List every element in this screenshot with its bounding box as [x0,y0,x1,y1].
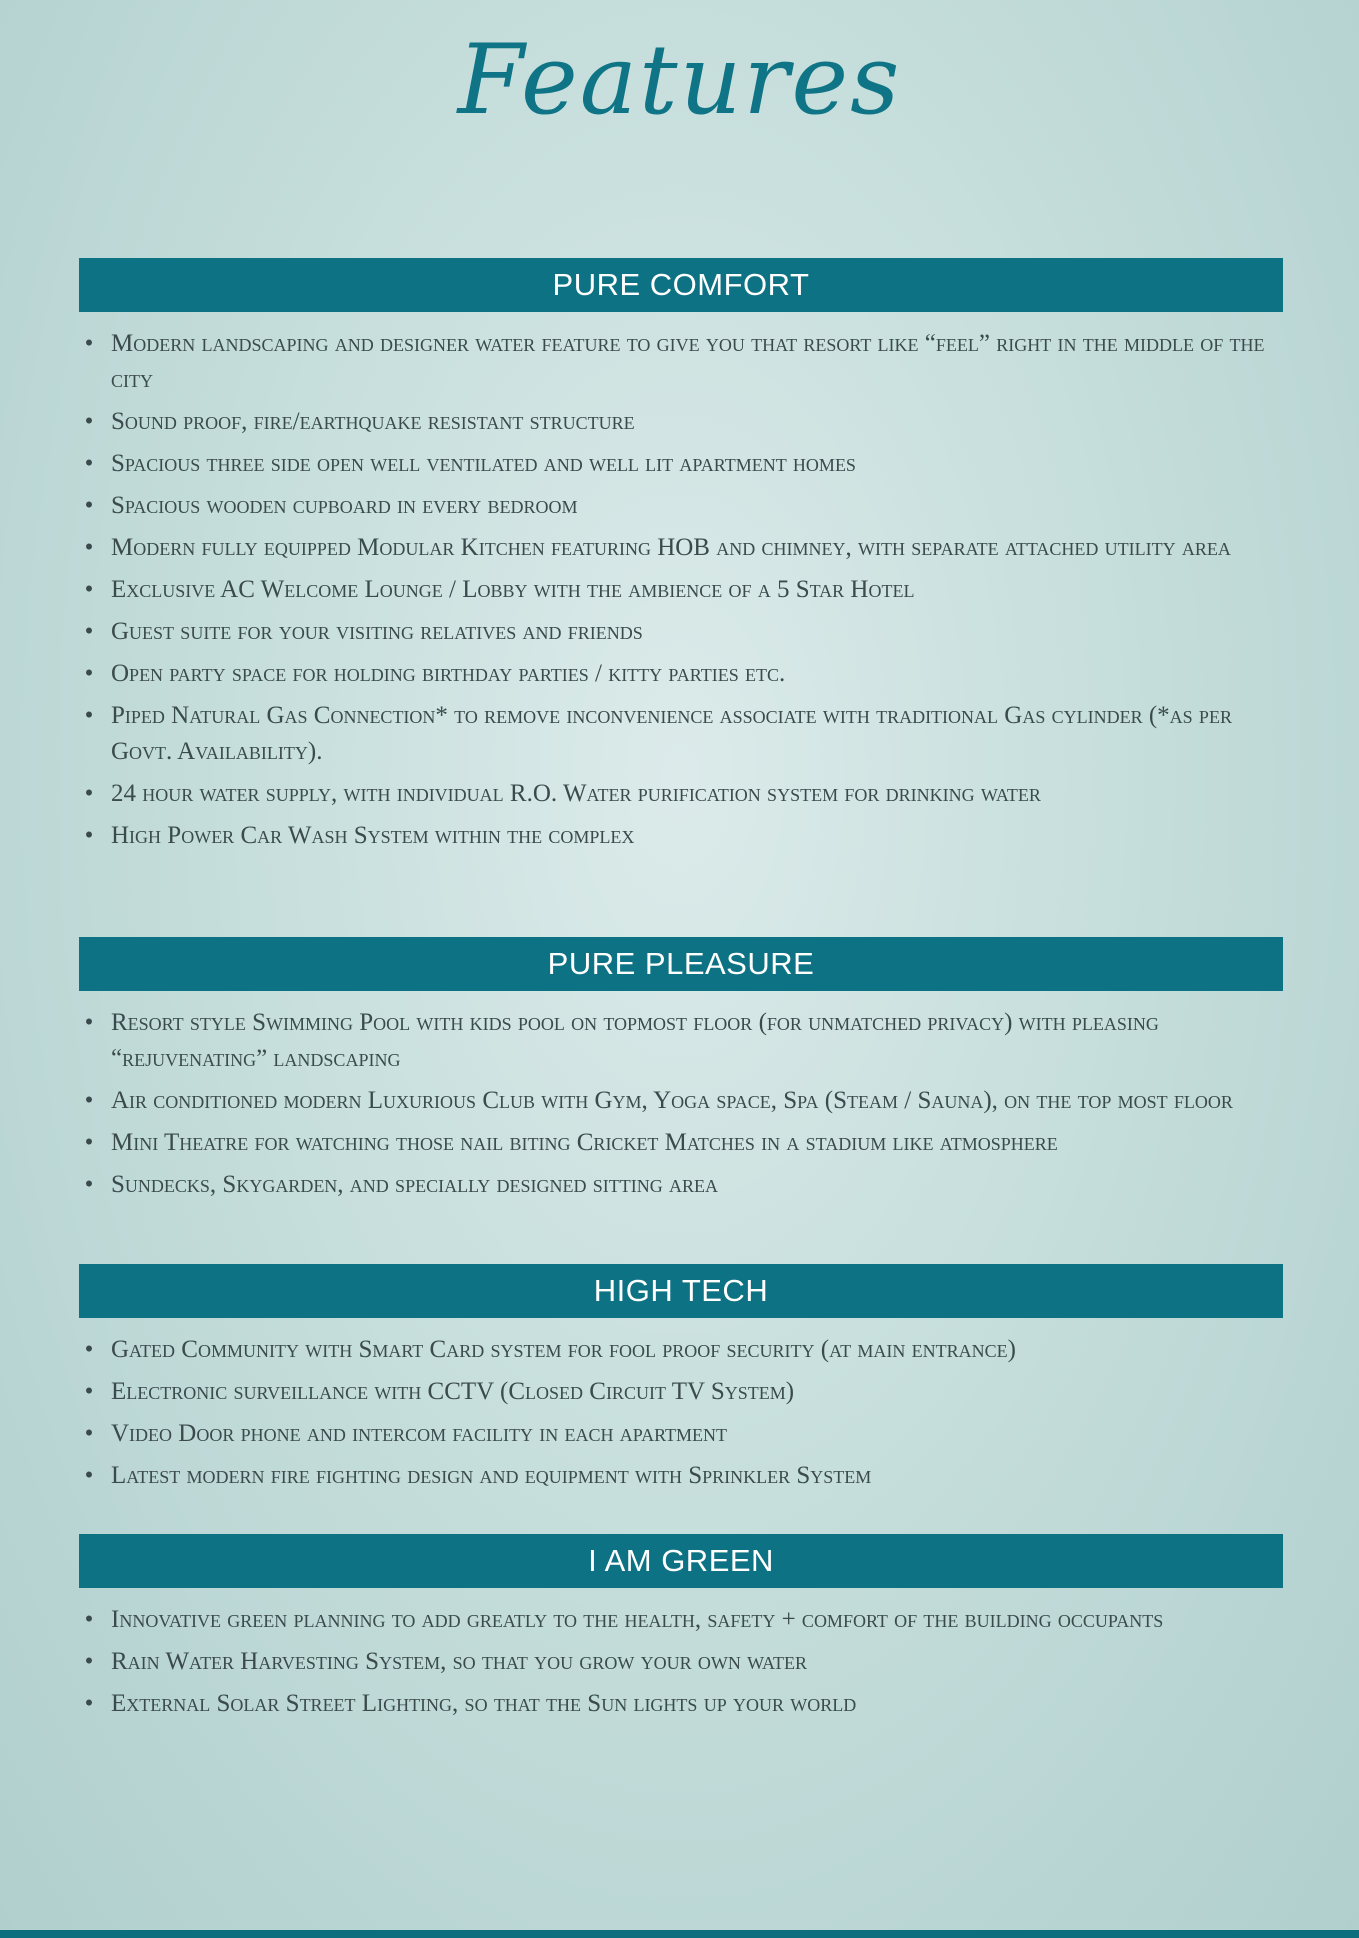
list-item [79,818,1283,854]
section-heading: HIGH TECH [79,1264,1283,1318]
bullet: • [84,780,94,807]
list-item [79,1602,1283,1638]
bullet: • [84,1009,94,1036]
list-item [79,1005,1283,1077]
bullet: • [84,1420,94,1447]
bullet: • [84,1129,94,1156]
list-item-text: Spacious three side open well ventilated and well lit apartment homes [111,450,856,477]
feature-list [79,1332,1283,1494]
list-item [79,1167,1283,1203]
list-item-text: Sundecks, Skygarden, and specially designed sitting area [111,1171,718,1198]
list-item-text: Modern fully equipped Modular Kitchen featuring HOB and chimney, with separate attached utility area [111,534,1231,561]
list-item [79,1125,1283,1161]
list-item-text: Video Door phone and intercom facility in each apartment [111,1420,728,1447]
list-item-text: External Solar Street Lighting, so that the Sun lights up your world [111,1690,857,1717]
feature-list [79,1005,1283,1203]
page-title: Features [457,24,902,136]
section-i-am-green [79,1534,1283,1728]
section-pure-pleasure [79,937,1283,1209]
bullet: • [84,1378,94,1405]
list-item-text: High Power Car Wash System within the complex [111,822,635,849]
list-item-text: Gated Community with Smart Card system for fool proof security (at main entrance) [111,1336,1016,1363]
list-item-text: Mini Theatre for watching those nail biting Cricket Matches in a stadium like atmosphere [111,1129,1058,1156]
list-item [79,776,1283,812]
bullet: • [84,618,94,645]
bullet: • [84,330,94,357]
bullet: • [84,822,94,849]
section-heading: PURE COMFORT [79,258,1283,312]
list-item [79,1332,1283,1368]
list-item [79,1686,1283,1722]
bullet: • [84,1462,94,1489]
list-item [79,1083,1283,1119]
footer-divider [0,1930,1359,1938]
bullet: • [84,1648,94,1675]
bullet: • [84,1171,94,1198]
list-item-text: Spacious wooden cupboard in every bedroom [111,492,578,519]
list-item [79,1458,1283,1494]
list-item [79,530,1283,566]
list-item [79,698,1283,770]
list-item-text: Sound proof, fire/earthquake resistant structure [111,408,635,435]
bullet: • [84,702,94,729]
list-item-text: Electronic surveillance with CCTV (Closed Circuit TV System) [111,1378,795,1405]
list-item-text: Latest modern fire fighting design and equipment with Sprinkler System [111,1462,872,1489]
list-item [79,1374,1283,1410]
list-item-text: Modern landscaping and designer water feature to give you that resort like “feel” right in the middle of the city [111,330,1265,393]
list-item-text: Rain Water Harvesting System, so that you grow your own water [111,1648,808,1675]
list-item-text: Resort style Swimming Pool with kids pool on topmost floor (for unmatched privacy) with pleasing “rejuvenating” landscaping [111,1009,1159,1072]
list-item [79,404,1283,440]
feature-list [79,326,1283,854]
list-item-text: 24 hour water supply, with individual R.O. Water purification system for drinking water [111,780,1041,807]
list-item [79,656,1283,692]
bullet: • [84,534,94,561]
list-item-text: Guest suite for your visiting relatives and friends [111,618,643,645]
section-high-tech [79,1264,1283,1500]
section-heading: I AM GREEN [79,1534,1283,1588]
list-item-text: Piped Natural Gas Connection* to remove inconvenience associate with traditional Gas cylinder (*as per Govt. Availability). [111,702,1232,765]
list-item [79,614,1283,650]
list-item [79,572,1283,608]
bullet: • [84,660,94,687]
list-item [79,1644,1283,1680]
feature-list [79,1602,1283,1722]
bullet: • [84,1087,94,1114]
bullet: • [84,1336,94,1363]
bullet: • [84,492,94,519]
list-item [79,1416,1283,1452]
bullet: • [84,450,94,477]
bullet: • [84,1690,94,1717]
bullet: • [84,1606,94,1633]
list-item-text: Exclusive AC Welcome Lounge / Lobby with the ambience of a 5 Star Hotel [111,576,915,603]
list-item-text: Open party space for holding birthday parties / kitty parties etc. [111,660,786,687]
bullet: • [84,576,94,603]
list-item [79,488,1283,524]
list-item [79,446,1283,482]
list-item-text: Air conditioned modern Luxurious Club with Gym, Yoga space, Spa (Steam / Sauna), on the top most floor [111,1087,1233,1114]
list-item-text: Innovative green planning to add greatly to the health, safety + comfort of the building occupants [111,1606,1164,1633]
bullet: • [84,408,94,435]
section-pure-comfort [79,258,1283,860]
section-heading: PURE PLEASURE [79,937,1283,991]
list-item [79,326,1283,398]
